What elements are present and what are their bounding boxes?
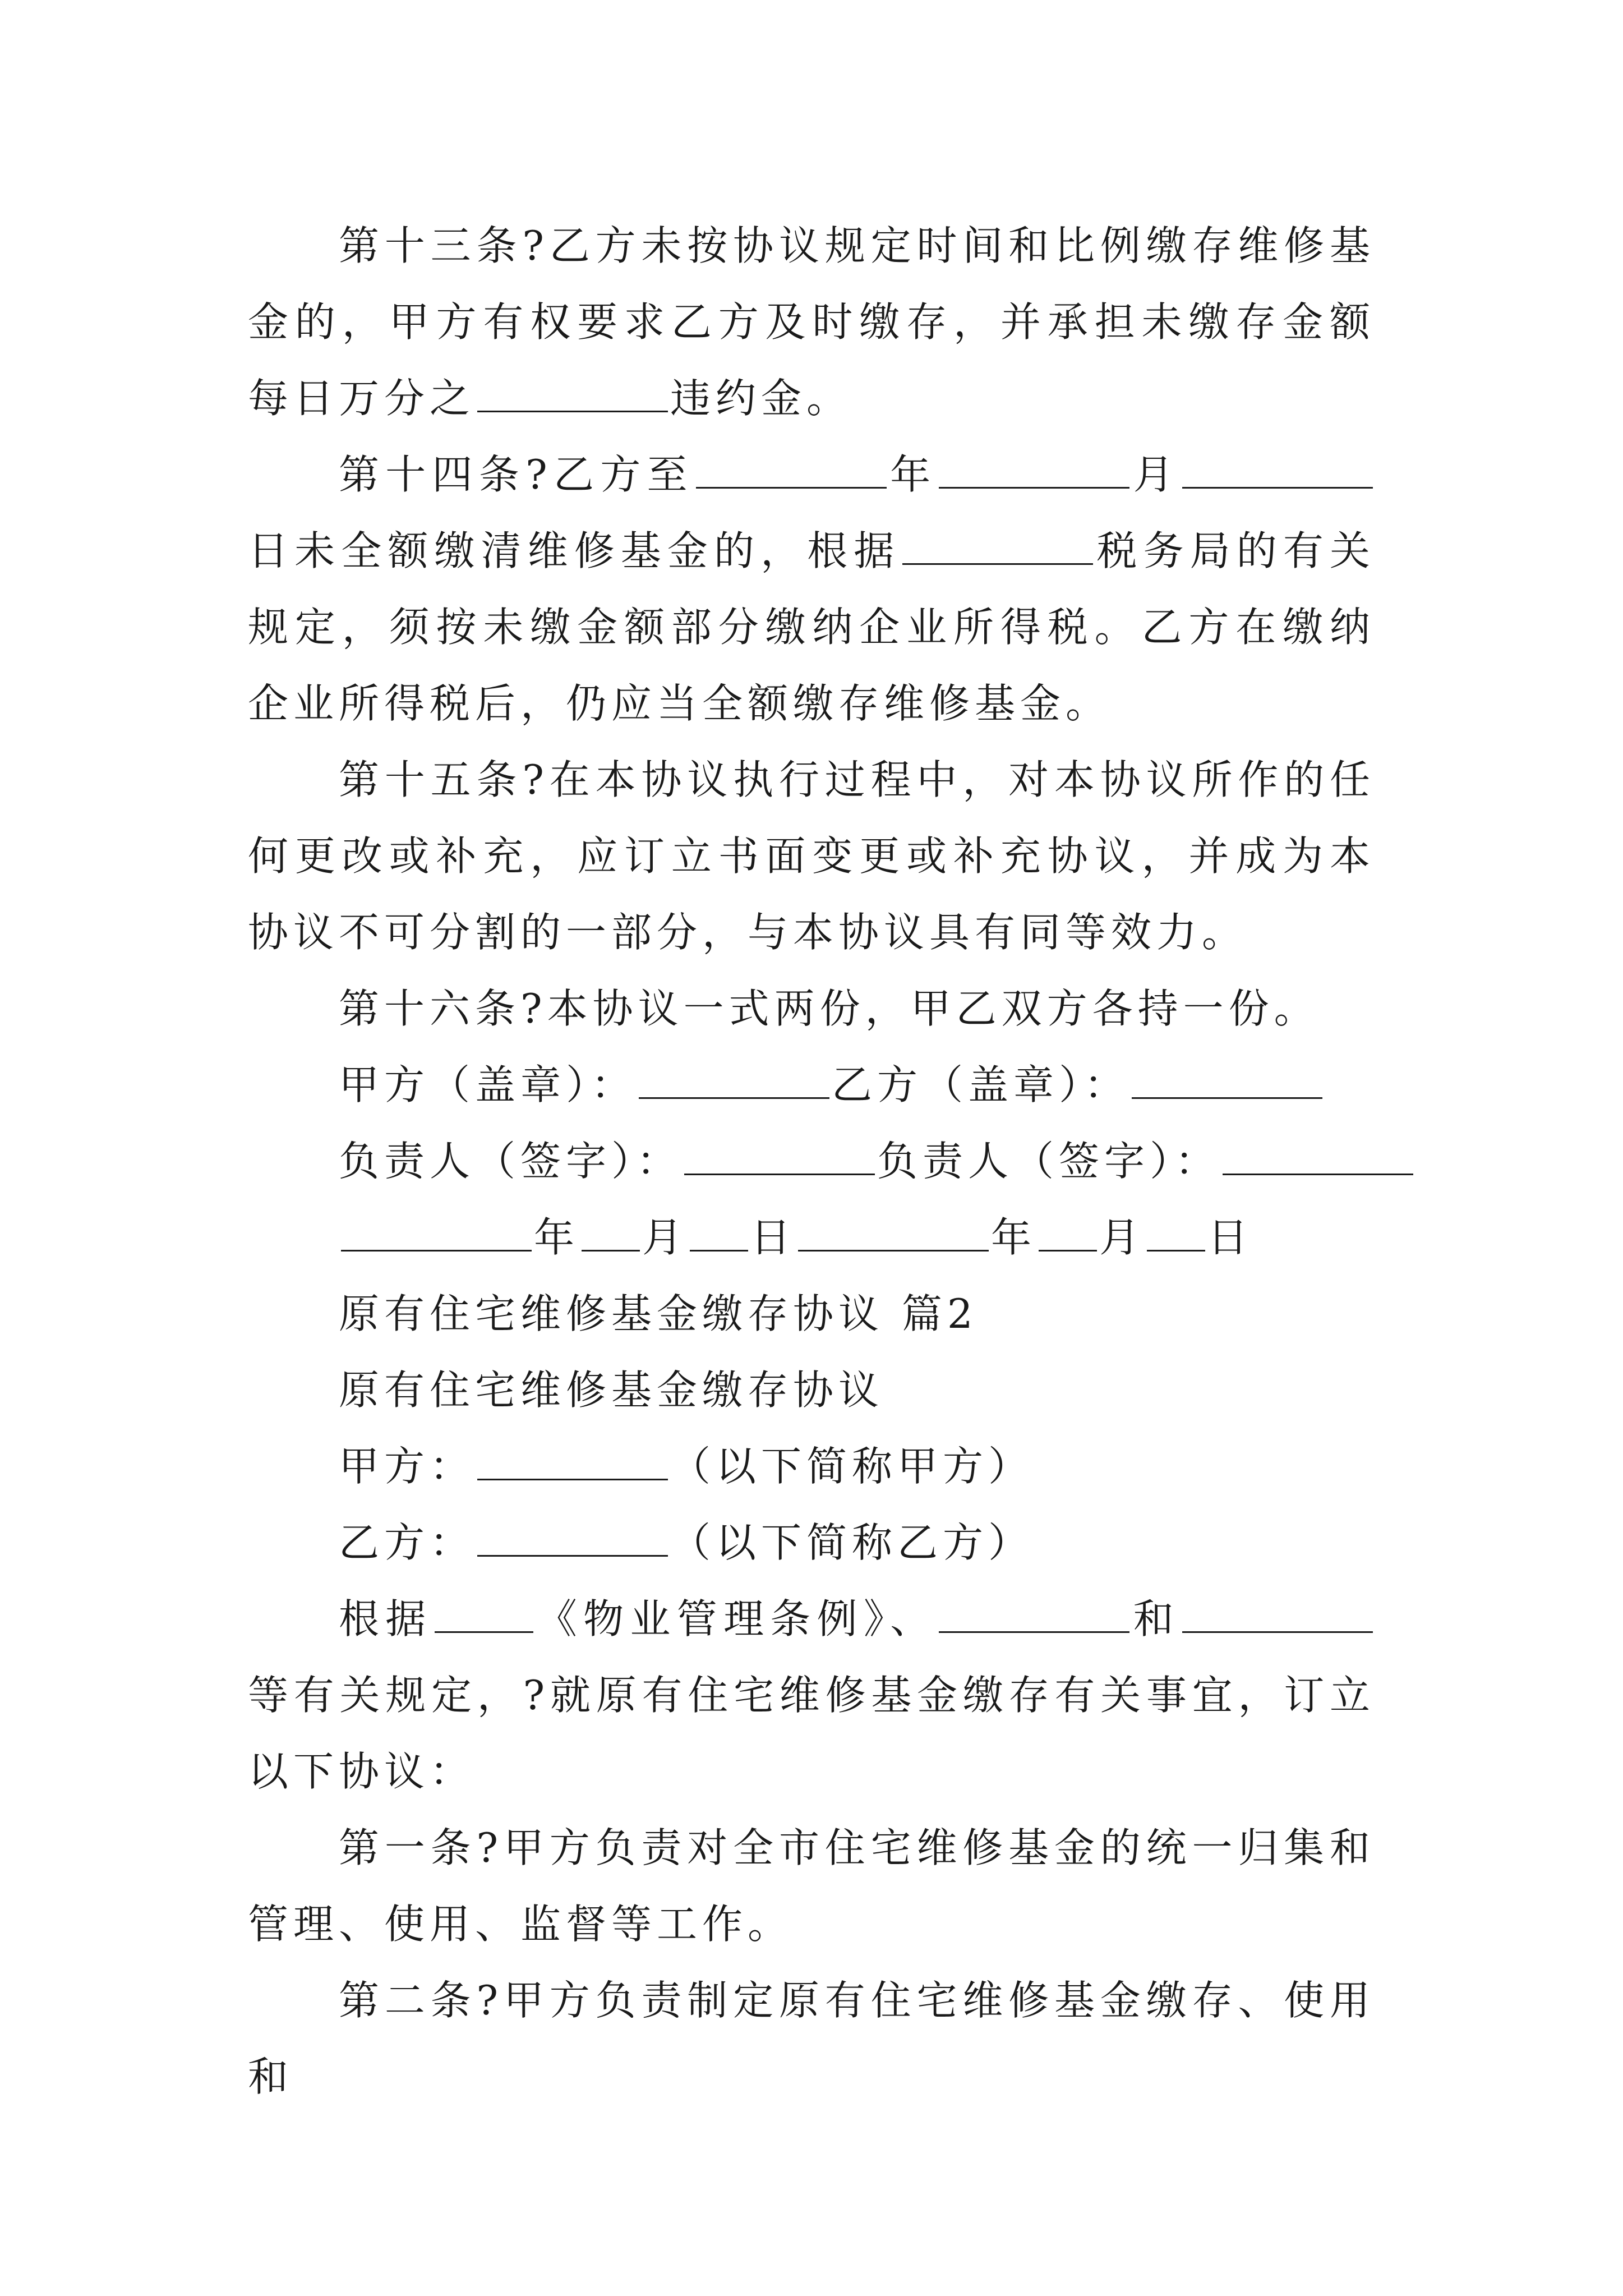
date-year-label: 年 (991, 1214, 1037, 1261)
party-a-suffix: （以下简称甲方） (670, 1443, 1034, 1490)
party-b-seal-label: 乙方（盖章）： (832, 1061, 1130, 1108)
blank-field (477, 1519, 668, 1557)
blank-field (1182, 1595, 1373, 1633)
article-15: 第十五条?在本协议执行过程中，对本协议所作的任何更改或补充，应订立书面变更或补充协议，并成为本协议不可分割的一部分，与本协议具有同等效力。 (248, 756, 1375, 956)
blank-field (341, 1214, 532, 1251)
article-14 (248, 436, 1375, 742)
party-a-label: 甲方： (339, 1443, 476, 1490)
document-body (248, 208, 1375, 2115)
article-14-text: 第十四条?乙方至 (339, 451, 694, 498)
date-day-label: 日 (1207, 1214, 1253, 1261)
date-month-label: 月 (642, 1214, 688, 1261)
blank-field (902, 527, 1093, 565)
year-label: 年 (888, 451, 937, 498)
basis-text: 根据 (339, 1595, 432, 1642)
month-label: 月 (1132, 451, 1180, 498)
blank-field (477, 375, 668, 412)
signature-date-line (248, 1199, 1375, 1276)
blank-field (1182, 451, 1373, 489)
blank-field (1039, 1214, 1097, 1251)
blank-field (477, 1443, 668, 1480)
article-2: 第二条?甲方负责制定原有住宅维修基金缴存、使用和 (248, 1977, 1375, 2100)
date-month-label: 月 (1099, 1214, 1145, 1261)
article-14-text-mid: 日未全额缴清维修基金的，根据 (248, 527, 901, 574)
party-b-line (248, 1504, 1375, 1581)
article-1: 第一条?甲方负责对全市住宅维修基金的统一归集和管理、使用、监督等工作。 (248, 1824, 1375, 1948)
article-14-text-end: 税务局的有关规定，须按未缴金额部分缴纳企业所得税。乙方在缴纳企业所得税后，仍应当全额缴存维修基金。 (248, 527, 1375, 727)
signature-seal-line (248, 1047, 1375, 1123)
basis-paragraph (248, 1581, 1375, 1810)
party-b-label: 乙方： (339, 1519, 476, 1566)
article-16: 第十六条?本协议一式两份，甲乙双方各持一份。 (339, 985, 1320, 1032)
article-13-text-end: 违约金。 (670, 375, 852, 422)
blank-field (639, 1061, 829, 1099)
basis-text-and: 和 (1132, 1595, 1180, 1642)
person-a-sign-label: 负责人（签字）： (339, 1138, 683, 1185)
date-day-label: 日 (750, 1214, 796, 1261)
basis-text-end: 等有关规定，?就原有住宅维修基金缴存有关事宜，订立以下协议： (248, 1672, 1375, 1795)
date-year-label: 年 (534, 1214, 580, 1261)
person-b-sign-label: 负责人（签字）： (877, 1138, 1221, 1185)
blank-field (435, 1595, 533, 1633)
basis-text-regulation: 《物业管理条例》、 (535, 1595, 937, 1642)
blank-field (696, 451, 887, 489)
article-13-text: 第十三条?乙方未按协议规定时间和比例缴存维修基金的，甲方有权要求乙方及时缴存，并承担未缴存金额每日万分之 (248, 222, 1375, 422)
blank-field (939, 1595, 1129, 1633)
signature-person-line (248, 1123, 1375, 1199)
blank-field (684, 1138, 875, 1175)
document-title: 原有住宅维修基金缴存协议 (339, 1366, 884, 1414)
blank-field (582, 1214, 640, 1251)
section-heading: 原有住宅维修基金缴存协议 篇2 (339, 1290, 978, 1337)
article-13 (248, 208, 1375, 436)
blank-field (1223, 1138, 1413, 1175)
party-a-line (248, 1428, 1375, 1504)
party-a-seal-label: 甲方（盖章）： (339, 1061, 637, 1108)
blank-field (1132, 1061, 1322, 1099)
party-b-suffix: （以下简称乙方） (670, 1519, 1034, 1566)
blank-field (798, 1214, 989, 1251)
blank-field (1147, 1214, 1205, 1251)
blank-field (939, 451, 1129, 489)
blank-field (690, 1214, 748, 1251)
